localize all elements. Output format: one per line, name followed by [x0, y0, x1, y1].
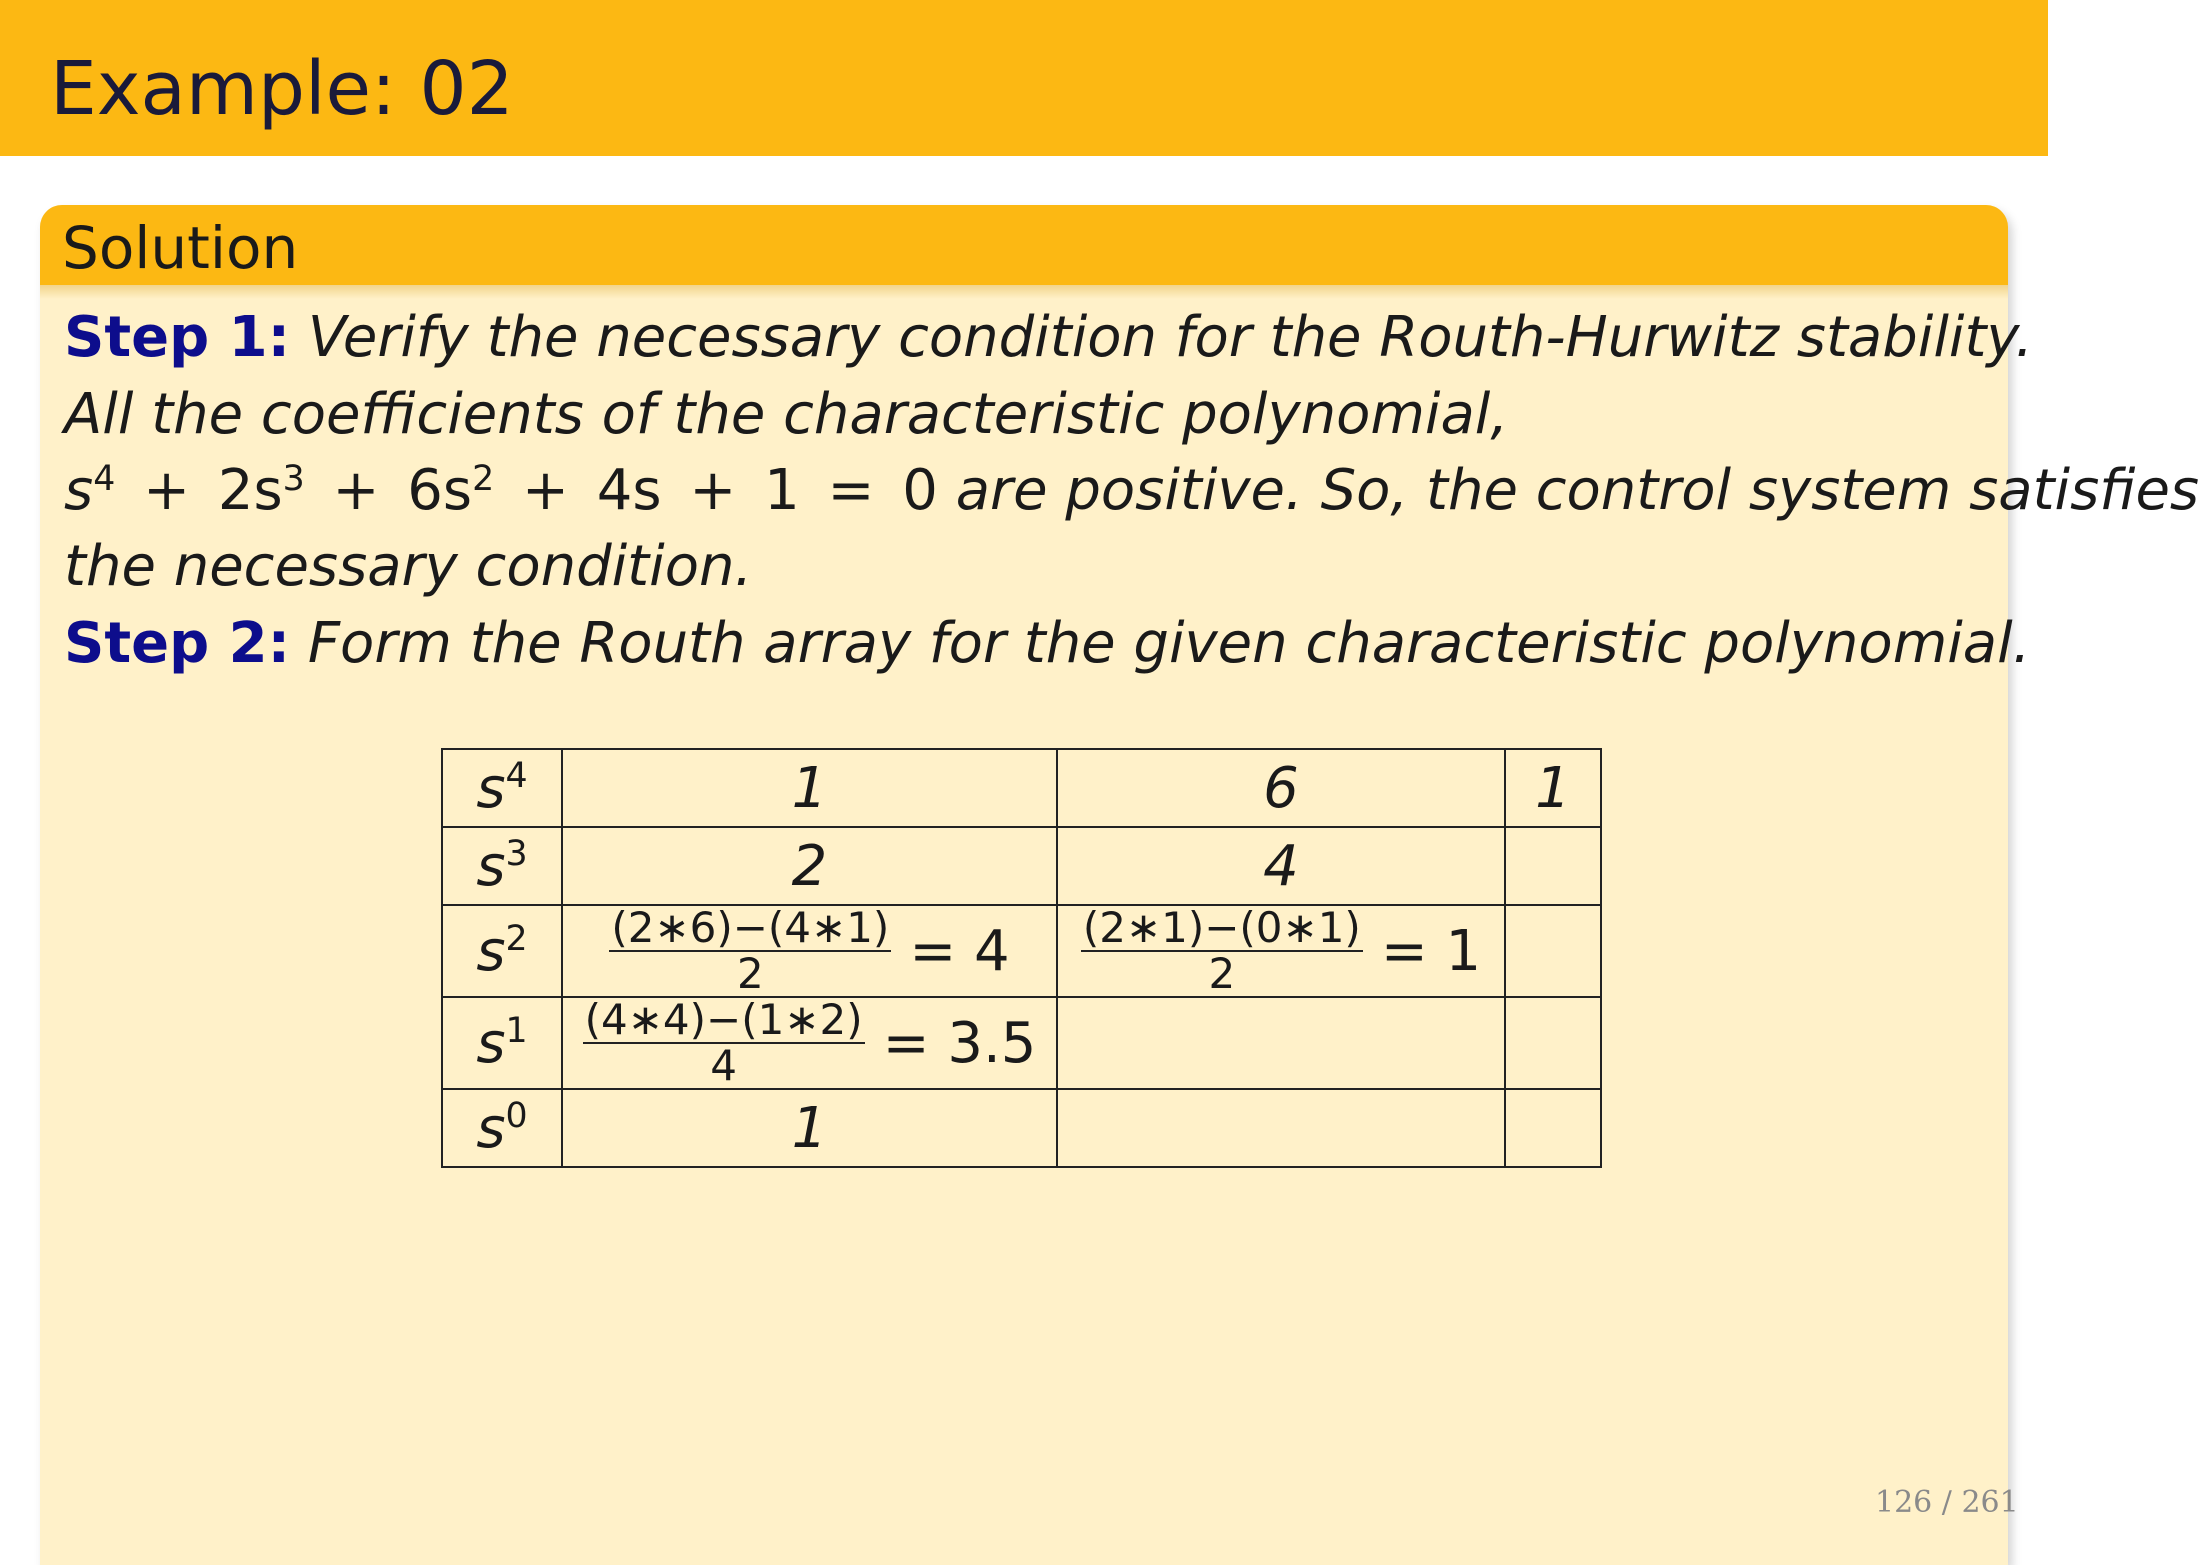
- routh-row-s0: [442, 1089, 1601, 1167]
- routh-row-s1: [442, 997, 1601, 1089]
- cell: 1: [1505, 749, 1601, 827]
- poly-term-3: 6s: [407, 458, 473, 523]
- cell: [1505, 1089, 1601, 1167]
- block-header: [40, 205, 2008, 285]
- step1-label: Step 1:: [64, 305, 291, 370]
- cell: [1057, 1089, 1505, 1167]
- fraction: $\frac{(2∗6)-(4∗1)}{2}$: [611, 903, 890, 998]
- poly-rhs: 0: [902, 458, 938, 523]
- block-title: Solution: [62, 214, 299, 282]
- fraction: $\frac{(2∗1)-(0∗1)}{2}$: [1082, 903, 1361, 998]
- fraction: $\frac{(4∗4)-(1∗2)}{4}$: [584, 995, 863, 1090]
- poly-op-4: +: [689, 458, 737, 523]
- row-label: $s^2$: [442, 905, 562, 997]
- poly-exp-1: 4: [93, 458, 116, 499]
- cell: [1505, 827, 1601, 905]
- cell: $\frac{(2∗1)-(0∗1)}{2}$ = 1: [1057, 905, 1505, 997]
- cell: 6: [1057, 749, 1505, 827]
- routh-row-s3: [442, 827, 1601, 905]
- cell: 1: [562, 749, 1057, 827]
- poly-term-4: 4s: [596, 458, 662, 523]
- cell: [1505, 905, 1601, 997]
- step1-text: Verify the necessary condition for the Routh-Hurwitz stability.: [307, 305, 2033, 370]
- title-bar: [0, 0, 2048, 156]
- poly-op-3: +: [522, 458, 569, 523]
- poly-exp-3: 2: [472, 458, 495, 499]
- block-header-shadow: [40, 285, 2008, 299]
- cell: 4: [1057, 827, 1505, 905]
- necessary-line: the necessary condition.: [64, 534, 753, 599]
- step2-text: Form the Routh array for the given characteristic polynomial.: [307, 611, 2031, 676]
- row-label: $s^4$: [442, 749, 562, 827]
- slide-title: Example: 02: [50, 46, 514, 132]
- poly-term-2: 2s: [217, 458, 283, 523]
- step2-label: Step 2:: [64, 611, 291, 676]
- poly-op-1: +: [143, 458, 191, 523]
- routh-row-s2: [442, 905, 1601, 997]
- poly-equals: =: [827, 458, 875, 523]
- cell: $\frac{(2∗6)-(4∗1)}{2}$ = 4: [562, 905, 1057, 997]
- cell: [1057, 997, 1505, 1089]
- step2-line: [64, 609, 2030, 679]
- polynomial-line: [64, 456, 2199, 533]
- page-number: 126 / 261: [1875, 1485, 2019, 1520]
- cell: 2: [562, 827, 1057, 905]
- routh-row-s4: [442, 749, 1601, 827]
- cell: 1: [562, 1089, 1057, 1167]
- row-label: $s^1$: [442, 997, 562, 1089]
- poly-op-2: +: [332, 458, 380, 523]
- positive-text: are positive. So, the control system satisfies: [955, 458, 2199, 523]
- routh-array: [441, 748, 1602, 1168]
- row-label: $s^0$: [442, 1089, 562, 1167]
- coefficients-line: All the coefficients of the characteristic polynomial,: [64, 382, 1509, 447]
- poly-term-5: 1: [764, 458, 800, 523]
- step1-line: [64, 303, 2033, 373]
- poly-exp-2: 3: [282, 458, 305, 499]
- cell: [1505, 997, 1601, 1089]
- poly-term-1: s: [64, 458, 94, 523]
- cell: $\frac{(4∗4)-(1∗2)}{4}$ = 3.5: [562, 997, 1057, 1089]
- row-label: $s^3$: [442, 827, 562, 905]
